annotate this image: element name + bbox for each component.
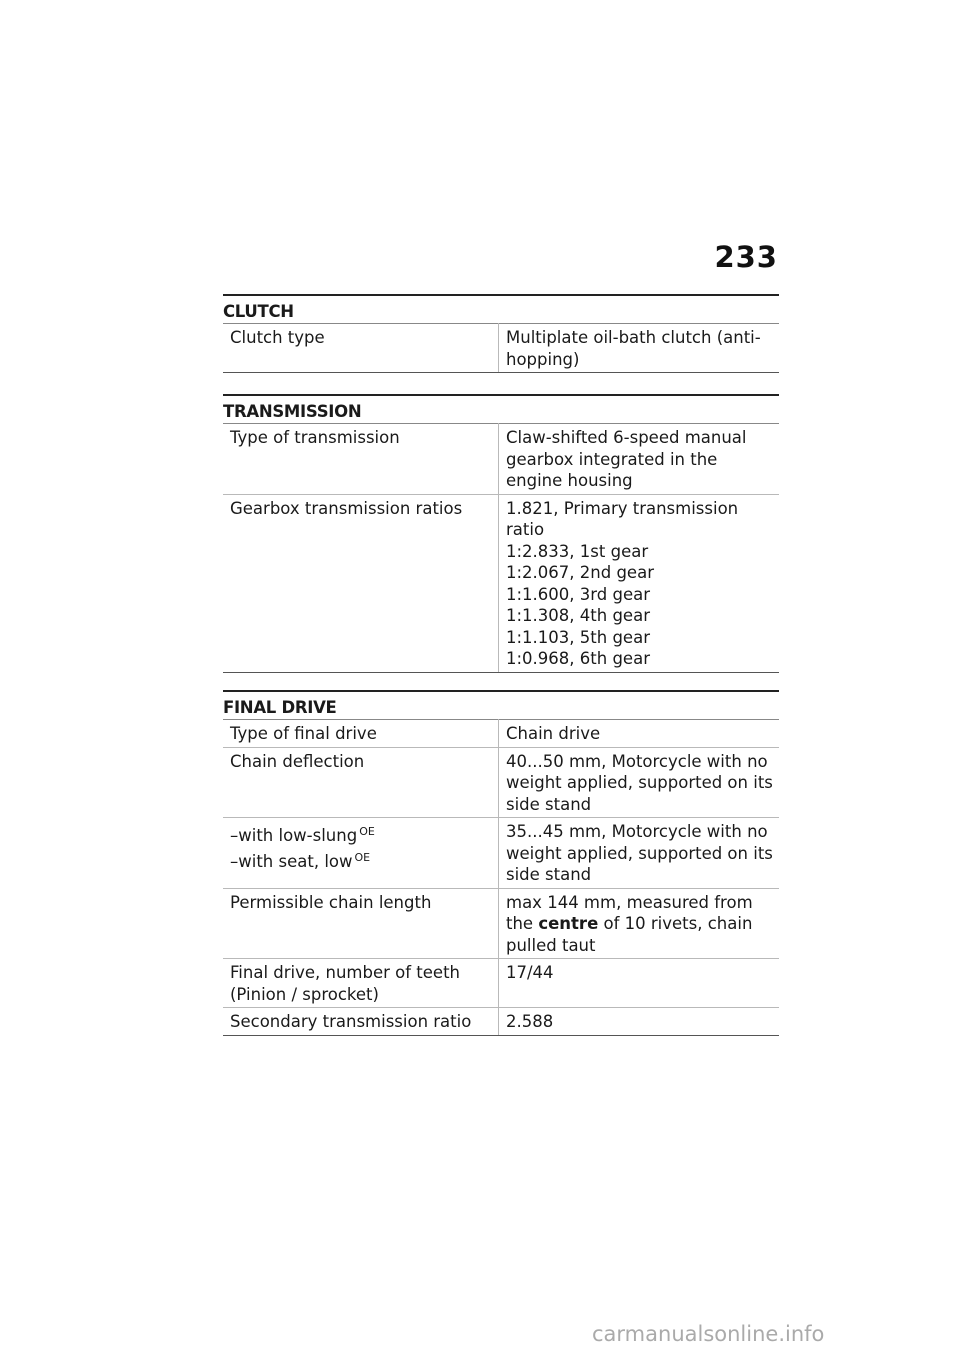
spec-label: Type of final drive <box>223 720 499 748</box>
spec-value: 17/44 <box>499 959 780 1008</box>
table-row <box>223 959 779 1008</box>
clutch-table <box>223 323 779 373</box>
table-row <box>223 747 779 818</box>
spec-value: 2.588 <box>499 1008 780 1036</box>
option-label: –with seat, low <box>230 851 353 871</box>
spec-label: Permissible chain length <box>223 888 499 959</box>
section-title-clutch: CLUTCH <box>223 302 294 321</box>
table-row <box>223 494 779 672</box>
table-row <box>223 324 779 373</box>
spec-value <box>499 494 780 672</box>
ratio-line: 1:2.833, 1st gear <box>506 541 649 561</box>
ratio-line: 1:2.067, 2nd gear <box>506 563 654 582</box>
spec-value: Multiplate oil-bath clutch (anti-hopping) <box>499 324 780 373</box>
value-text: max 144 mm, measured from the <box>506 892 753 933</box>
table-row <box>223 1008 779 1036</box>
spec-label <box>223 818 499 889</box>
section-clutch <box>223 294 779 373</box>
spec-value: 35...45 mm, Motorcycle with no weight applied, supported on its side stand <box>499 818 780 889</box>
oe-marker: OE <box>359 825 375 838</box>
spec-value: Claw-shifted 6-speed manual gearbox integrated in the engine housing <box>499 424 780 495</box>
ratio-line: 1:1.308, 4th gear <box>506 606 650 625</box>
ratio-line: 1:1.103, 5th gear <box>506 627 650 647</box>
table-row <box>223 818 779 889</box>
spec-value: Chain drive <box>499 720 780 748</box>
value-emphasis: centre <box>538 914 599 933</box>
value-text: of 10 rivets, chain pulled taut <box>506 914 753 955</box>
oe-marker: OE <box>354 850 371 864</box>
spec-label: Type of transmission <box>223 424 499 495</box>
section-title-transmission: TRANSMISSION <box>223 402 362 421</box>
spec-label: Clutch type <box>223 324 499 373</box>
option-low-slung <box>230 821 494 847</box>
spec-label: Gearbox transmission ratios <box>223 494 499 672</box>
spec-value: 40...50 mm, Motorcycle with no weight applied, supported on its side stand <box>499 747 780 818</box>
spec-label: Final drive, number of teeth (Pinion / sprocket) <box>223 959 499 1008</box>
section-final-drive <box>223 690 779 1036</box>
table-row <box>223 720 779 748</box>
option-label: –with low-slung <box>230 826 358 845</box>
final-drive-table <box>223 719 779 1036</box>
page-number: 233 <box>714 240 778 274</box>
spec-label: Secondary transmission ratio <box>223 1008 499 1036</box>
watermark: carmanualsonline.info <box>592 1322 825 1346</box>
option-seat-low <box>230 847 494 873</box>
ratio-line: 1:0.968, 6th gear <box>506 649 650 668</box>
ratio-line: 1:1.600, 3rd gear <box>506 584 651 604</box>
spec-value <box>499 888 780 959</box>
ratio-line: 1.821, Primary transmission ratio <box>506 498 739 539</box>
transmission-table <box>223 423 779 673</box>
section-transmission <box>223 394 779 673</box>
section-title-final-drive: FINAL DRIVE <box>223 698 337 717</box>
table-row <box>223 888 779 959</box>
table-row <box>223 424 779 495</box>
spec-label: Chain deflection <box>223 747 499 818</box>
